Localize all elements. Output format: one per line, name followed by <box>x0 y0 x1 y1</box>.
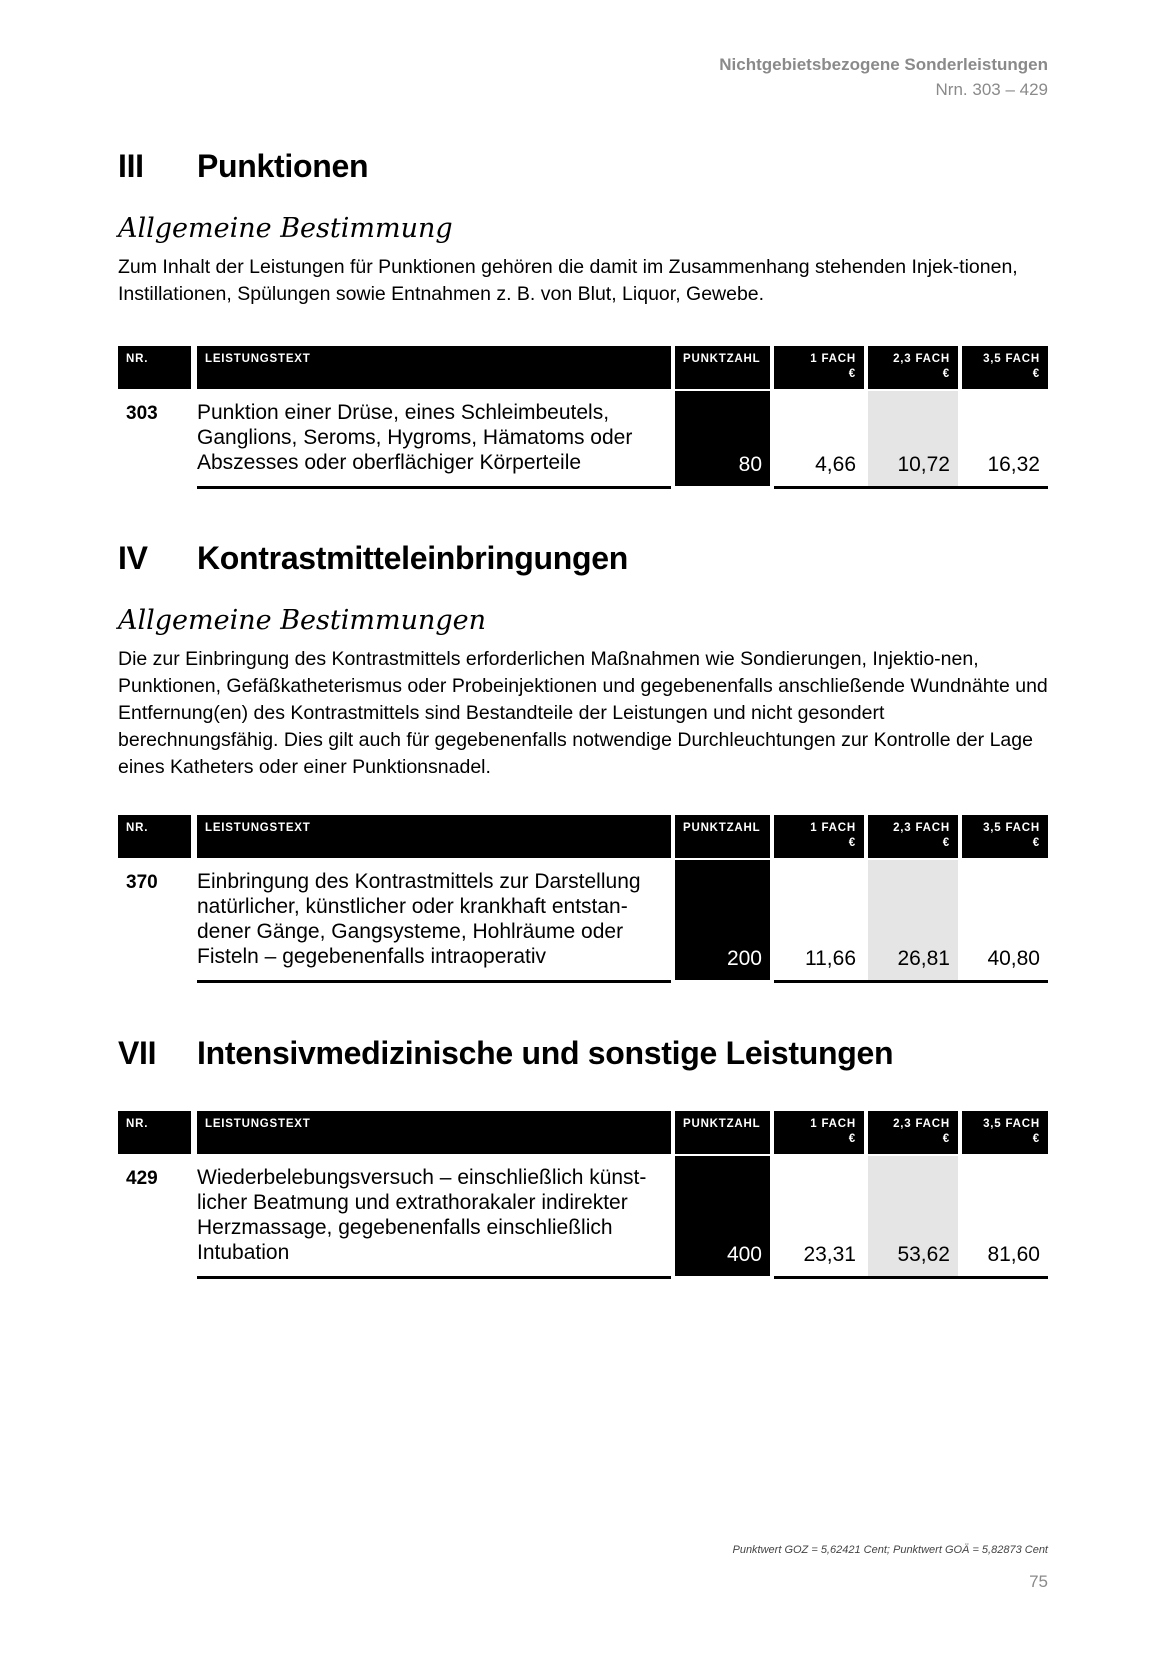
header-title: Nichtgebietsbezogene Sonderleistungen <box>719 55 1048 74</box>
row-3-5-fach: 40,80 <box>987 947 1040 970</box>
col-3-5-fach: 3,5 FACH € <box>962 815 1048 858</box>
col-punktzahl: PUNKTZAHL <box>675 346 770 389</box>
row-1-fach: 23,31 <box>803 1243 856 1266</box>
table-header <box>118 815 1048 858</box>
section-subheading: Allgemeine Bestimmung <box>118 213 453 244</box>
col-3-5-fach: 3,5 FACH € <box>962 1111 1048 1154</box>
fee-table-370 <box>118 815 1048 980</box>
row-1-fach: 4,66 <box>815 453 856 476</box>
col-2-3-fach: 2,3 FACH € <box>868 1111 958 1154</box>
punktwert-note: Punktwert GOZ = 5,62421 Cent; Punktwert GOÄ = 5,82873 Cent <box>732 1544 1048 1556</box>
row-rule <box>197 1276 671 1279</box>
row-2-3-fach: 53,62 <box>868 1156 958 1276</box>
section-intensivmedizin <box>118 1033 1048 1073</box>
section-title: Intensivmedizinische und sonstige Leistungen <box>197 1035 894 1071</box>
section-paragraph: Zum Inhalt der Leistungen für Punktionen gehören die damit im Zusammenhang stehenden Injek-tionen, Instillationen, Spülungen sowie Entnahmen z. B. von Blut, Liquor, Gewebe. <box>118 256 1018 305</box>
col-punktzahl: PUNKTZAHL <box>675 1111 770 1154</box>
row-2-3-fach: 10,72 <box>868 391 958 486</box>
row-rule <box>197 486 671 489</box>
col-1-fach: 1 FACH € <box>774 1111 864 1154</box>
section-punktionen <box>118 146 1048 308</box>
fee-table-303 <box>118 346 1048 486</box>
section-number: III <box>118 148 144 184</box>
row-rule <box>197 980 671 983</box>
page-header <box>719 52 1048 102</box>
page-number: 75 <box>1029 1572 1048 1591</box>
row-nr: 429 <box>126 1168 158 1189</box>
row-text: Wiederbelebungsversuch – einschließlich künst-licher Beatmung und extrathorakaler indirekter Herzmassage, gegebenenfalls einschließlich Intubation <box>197 1166 647 1264</box>
row-punktzahl: 400 <box>675 1156 770 1276</box>
section-title: Punktionen <box>197 148 369 184</box>
row-3-5-fach: 16,32 <box>987 453 1040 476</box>
section-number: VII <box>118 1035 157 1071</box>
section-kontrastmittel <box>118 538 1048 781</box>
col-2-3-fach: 2,3 FACH € <box>868 815 958 858</box>
row-punktzahl: 200 <box>675 860 770 980</box>
header-subtitle: Nrn. 303 – 429 <box>935 80 1048 99</box>
section-title: Kontrastmitteleinbringungen <box>197 540 629 576</box>
row-punktzahl: 80 <box>675 391 770 486</box>
row-2-3-fach: 26,81 <box>868 860 958 980</box>
section-heading <box>118 538 1048 578</box>
col-1-fach: 1 FACH € <box>774 346 864 389</box>
col-2-3-fach: 2,3 FACH € <box>868 346 958 389</box>
section-number: IV <box>118 540 148 576</box>
row-text: Punktion einer Drüse, eines Schleimbeutels, Ganglions, Seroms, Hygroms, Hämatoms oder Abszesses oder oberflächiger Körperteile <box>197 401 633 474</box>
table-row <box>118 860 1048 980</box>
row-3-5-fach: 81,60 <box>987 1243 1040 1266</box>
row-nr: 370 <box>126 872 158 893</box>
row-1-fach: 11,66 <box>805 947 856 970</box>
col-punktzahl: PUNKTZAHL <box>675 815 770 858</box>
col-3-5-fach: 3,5 FACH € <box>962 346 1048 389</box>
section-heading <box>118 1033 1048 1073</box>
section-subheading: Allgemeine Bestimmungen <box>118 605 486 636</box>
col-leistungstext: LEISTUNGSTEXT <box>197 815 671 858</box>
row-nr: 303 <box>126 403 158 424</box>
col-1-fach: 1 FACH € <box>774 815 864 858</box>
col-leistungstext: LEISTUNGSTEXT <box>197 346 671 389</box>
col-nr: NR. <box>118 815 191 858</box>
row-rule <box>774 486 1048 489</box>
section-heading <box>118 146 1048 186</box>
table-header <box>118 1111 1048 1154</box>
table-header <box>118 346 1048 389</box>
col-leistungstext: LEISTUNGSTEXT <box>197 1111 671 1154</box>
col-nr: NR. <box>118 1111 191 1154</box>
fee-table-429 <box>118 1111 1048 1276</box>
section-paragraph: Die zur Einbringung des Kontrastmittels erforderlichen Maßnahmen wie Sondierungen, Injektio-nen, Punktionen, Gefäßkatheterismus oder Probeinjektionen und gegebenenfalls anschließende Wundnähte und Entfernung(en) des Kontrastmittels sind Bestandteile der Leistungen und nicht gesondert berechnungsfähig. Dies gilt auch für gegebenenfalls notwendige Durchleuchtungen zur Kontrolle der Lage eines Katheters oder einer Punktionsnadel. <box>118 648 1048 778</box>
row-rule <box>774 980 1048 983</box>
table-row <box>118 1156 1048 1276</box>
col-nr: NR. <box>118 346 191 389</box>
row-rule <box>774 1276 1048 1279</box>
row-text: Einbringung des Kontrastmittels zur Darstellung natürlicher, künstlicher oder krankhaft entstan-dener Gänge, Gangsysteme, Hohlräume oder Fisteln – gegebenenfalls intraoperativ <box>197 870 641 968</box>
table-row <box>118 391 1048 486</box>
